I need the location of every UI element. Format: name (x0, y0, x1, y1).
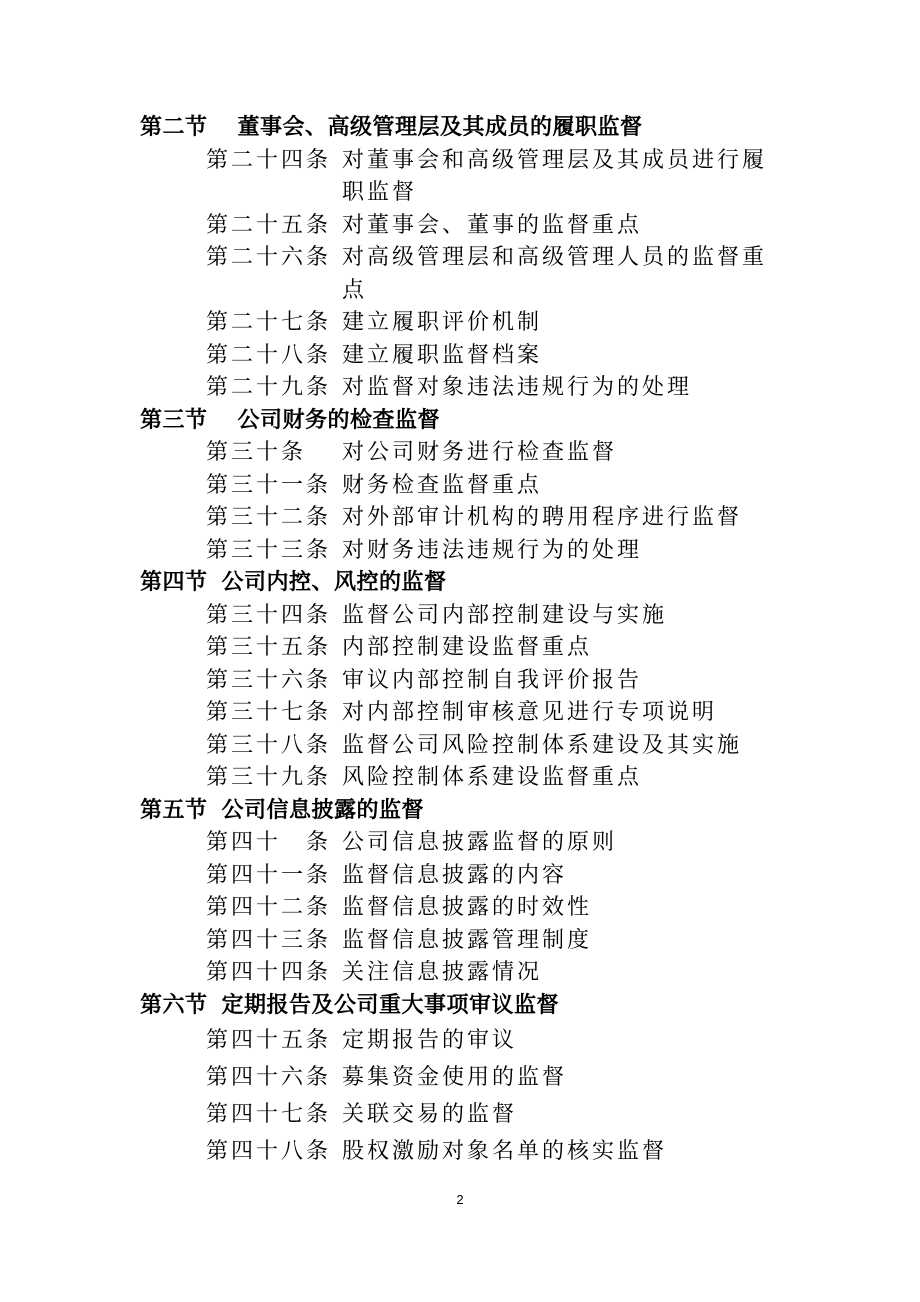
article-title: 公司信息披露监督的原则 (342, 830, 618, 855)
article-title: 监督信息披露管理制度 (342, 927, 593, 953)
article-title: 对董事会、董事的监督重点 (342, 212, 643, 238)
article-title: 监督信息披露的时效性 (342, 895, 593, 920)
article-number: 第四十二条 (206, 895, 332, 920)
article-number: 第二十五条 (206, 212, 332, 238)
toc-article-entry (140, 892, 780, 925)
toc-article-entry (140, 665, 780, 698)
toc-article-entry (140, 632, 780, 665)
section-heading (140, 795, 780, 828)
toc-article-entry (140, 600, 780, 633)
article-title: 建立履职监督档案 (342, 342, 543, 368)
article-title: 建立履职评价机制 (342, 310, 543, 335)
article-title: 监督公司风险控制体系建设及其实施 (342, 732, 743, 758)
article-number: 第四十一条 (206, 862, 332, 888)
toc-article-entry (140, 437, 780, 470)
article-number: 第四十 条 (206, 830, 332, 855)
toc-article-entry (140, 925, 780, 958)
section-title: 董事会、高级管理层及其成员的履职监督 (237, 115, 643, 140)
article-number: 第三十九条 (206, 765, 332, 790)
article-number: 第二十四条 (206, 147, 332, 173)
article-number: 第二十八条 (206, 342, 332, 368)
toc-article-entry (140, 210, 780, 243)
article-title: 对财务违法违规行为的处理 (342, 537, 643, 563)
page-number: 2 (456, 1192, 464, 1207)
article-title: 内部控制建设监督重点 (342, 635, 593, 660)
section-title: 公司财务的检查监督 (237, 407, 441, 433)
article-number: 第二十六条 (206, 245, 332, 270)
article-title: 对公司财务进行检查监督 (342, 440, 618, 465)
toc-article-entry (140, 1022, 780, 1059)
article-number: 第三十四条 (206, 602, 332, 628)
toc-article-entry (140, 242, 780, 307)
article-number: 第三十八条 (206, 732, 332, 758)
article-number: 第四十三条 (206, 927, 332, 953)
section-number: 第六节 (140, 992, 208, 1018)
article-title: 对监督对象违法违规行为的处理 (342, 375, 693, 400)
article-title: 对高级管理层和高级管理人员的监督重点 (342, 245, 768, 303)
article-number: 第三十三条 (206, 537, 332, 563)
toc-article-entry (140, 697, 780, 730)
section-number: 第二节 (140, 115, 208, 140)
article-title: 关注信息披露情况 (342, 960, 543, 985)
table-of-contents (140, 112, 780, 1170)
section-title: 定期报告及公司重大事项审议监督 (221, 992, 560, 1018)
section-heading (140, 990, 780, 1023)
toc-article-entry (140, 827, 780, 860)
article-number: 第三十六条 (206, 667, 332, 693)
section-number: 第三节 (140, 407, 208, 433)
section-heading (140, 112, 780, 145)
section-heading (140, 405, 780, 438)
toc-article-entry (140, 1096, 780, 1133)
article-title: 股权激励对象名单的核实监督 (342, 1139, 668, 1164)
article-title: 定期报告的审议 (342, 1028, 518, 1053)
article-number: 第四十八条 (206, 1139, 332, 1164)
article-title: 关联交易的监督 (342, 1102, 518, 1127)
article-number: 第四十五条 (206, 1028, 332, 1053)
article-title: 监督公司内部控制建设与实施 (342, 602, 668, 628)
article-number: 第三十一条 (206, 472, 332, 498)
toc-article-entry (140, 372, 780, 405)
toc-article-entry (140, 307, 780, 340)
toc-article-entry (140, 535, 780, 568)
article-number: 第三十五条 (206, 635, 332, 660)
toc-article-entry (140, 957, 780, 990)
article-title: 对外部审计机构的聘用程序进行监督 (342, 505, 743, 530)
article-title: 对董事会和高级管理层及其成员进行履职监督 (342, 147, 768, 205)
article-title: 对内部控制审核意见进行专项说明 (342, 700, 718, 725)
article-title: 审议内部控制自我评价报告 (342, 667, 643, 693)
toc-article-entry (140, 502, 780, 535)
article-number: 第四十七条 (206, 1102, 332, 1127)
article-number: 第三十条 (206, 440, 307, 465)
article-title: 募集资金使用的监督 (342, 1065, 568, 1090)
article-title: 风险控制体系建设监督重点 (342, 765, 643, 790)
section-title: 公司内控、风控的监督 (221, 570, 447, 595)
toc-article-entry (140, 145, 780, 210)
section-number: 第四节 (140, 570, 208, 595)
article-number: 第二十七条 (206, 310, 332, 335)
article-number: 第三十七条 (206, 700, 332, 725)
toc-article-entry (140, 762, 780, 795)
article-title: 财务检查监督重点 (342, 472, 543, 498)
article-number: 第四十四条 (206, 960, 332, 985)
article-number: 第二十九条 (206, 375, 332, 400)
toc-article-entry (140, 1133, 780, 1170)
toc-article-entry (140, 340, 780, 373)
section-heading (140, 567, 780, 600)
article-number: 第四十六条 (206, 1065, 332, 1090)
section-number: 第五节 (140, 797, 208, 823)
toc-article-entry (140, 1059, 780, 1096)
toc-article-entry (140, 730, 780, 763)
toc-article-entry (140, 470, 780, 503)
article-number: 第三十二条 (206, 505, 332, 530)
section-title: 公司信息披露的监督 (221, 797, 425, 823)
article-title: 监督信息披露的内容 (342, 862, 568, 888)
toc-article-entry (140, 860, 780, 893)
